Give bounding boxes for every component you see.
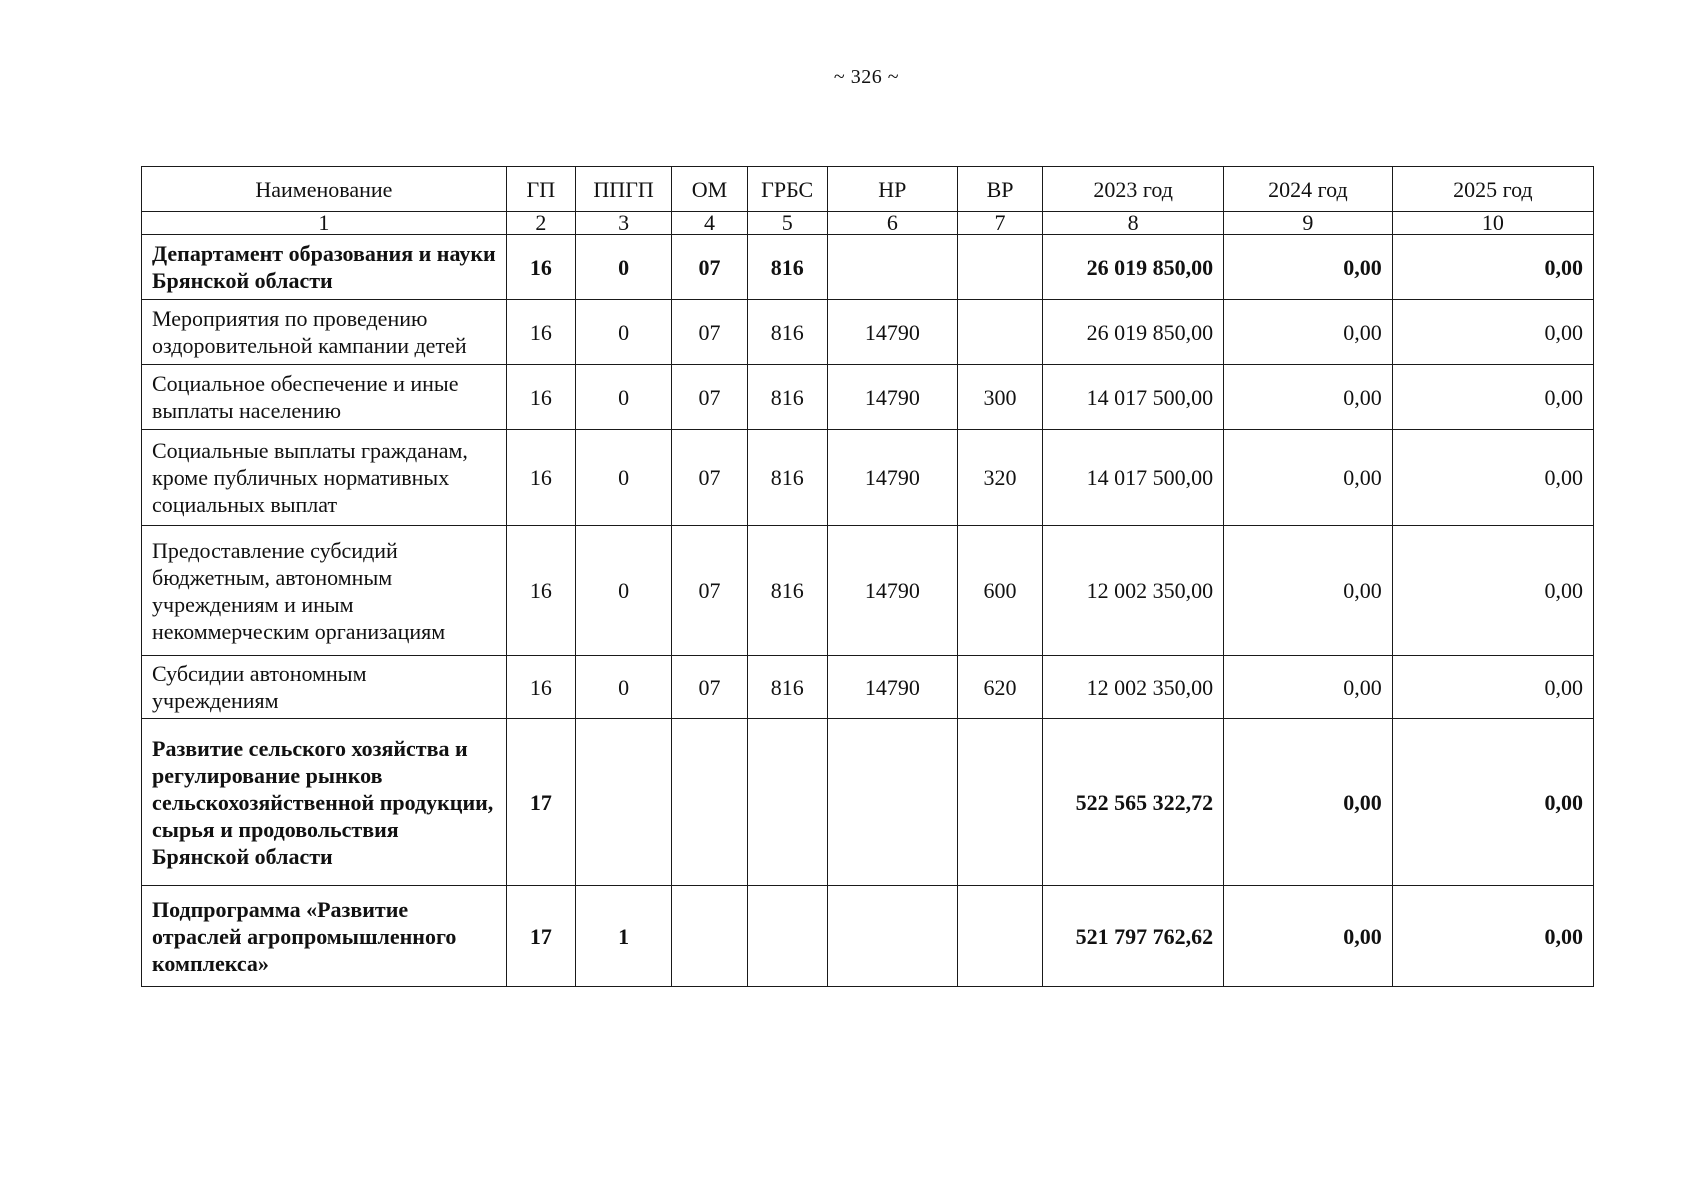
header-row: [142, 167, 1594, 212]
cell-2024: 0,00: [1224, 300, 1393, 365]
page-number: ~ 326 ~: [833, 66, 900, 88]
column-number: 5: [747, 212, 827, 235]
cell-vr: 620: [957, 656, 1042, 719]
column-number: 9: [1224, 212, 1393, 235]
cell-gp: 16: [506, 430, 575, 526]
cell-vr: [957, 886, 1042, 987]
cell-2023: 12 002 350,00: [1043, 656, 1224, 719]
cell-nr: [827, 886, 957, 987]
cell-2023: 14 017 500,00: [1043, 365, 1224, 430]
cell-gp: 16: [506, 526, 575, 656]
cell-grbs: 816: [747, 235, 827, 300]
cell-vr: 600: [957, 526, 1042, 656]
cell-gp: 17: [506, 719, 575, 886]
cell-nr: [827, 719, 957, 886]
cell-grbs: 816: [747, 430, 827, 526]
cell-2024: 0,00: [1224, 886, 1393, 987]
row-name: Социальные выплаты гражданам, кроме публичных нормативных социальных выплат: [142, 430, 507, 526]
header-vr: ВР: [957, 167, 1042, 212]
cell-2024: 0,00: [1224, 719, 1393, 886]
cell-2025: 0,00: [1392, 886, 1593, 987]
cell-grbs: 816: [747, 526, 827, 656]
cell-nr: 14790: [827, 430, 957, 526]
cell-gp: 16: [506, 235, 575, 300]
cell-ppgp: [575, 719, 672, 886]
row-name: Департамент образования и науки Брянской области: [142, 235, 507, 300]
cell-vr: [957, 719, 1042, 886]
column-number: 2: [506, 212, 575, 235]
cell-om: [672, 886, 747, 987]
table-row: [142, 365, 1594, 430]
cell-nr: [827, 235, 957, 300]
header-grbs: ГРБС: [747, 167, 827, 212]
table-row: [142, 719, 1594, 886]
cell-om: 07: [672, 430, 747, 526]
cell-grbs: [747, 719, 827, 886]
row-name: Мероприятия по проведению оздоровительной кампании детей: [142, 300, 507, 365]
column-number: 4: [672, 212, 747, 235]
cell-gp: 16: [506, 656, 575, 719]
header-2025: 2025 год: [1392, 167, 1593, 212]
cell-2024: 0,00: [1224, 365, 1393, 430]
header-nr: НР: [827, 167, 957, 212]
cell-2023: 14 017 500,00: [1043, 430, 1224, 526]
row-name: Социальное обеспечение и иные выплаты населению: [142, 365, 507, 430]
cell-nr: 14790: [827, 300, 957, 365]
cell-ppgp: 0: [575, 430, 672, 526]
budget-table: [141, 166, 1594, 987]
cell-nr: 14790: [827, 656, 957, 719]
cell-grbs: 816: [747, 656, 827, 719]
cell-2023: 26 019 850,00: [1043, 300, 1224, 365]
table-row: [142, 430, 1594, 526]
cell-ppgp: 0: [575, 235, 672, 300]
cell-2024: 0,00: [1224, 526, 1393, 656]
cell-nr: 14790: [827, 365, 957, 430]
cell-vr: [957, 235, 1042, 300]
cell-2023: 26 019 850,00: [1043, 235, 1224, 300]
table-row: [142, 526, 1594, 656]
cell-2025: 0,00: [1392, 656, 1593, 719]
column-number: 1: [142, 212, 507, 235]
cell-2023: 522 565 322,72: [1043, 719, 1224, 886]
header-2024: 2024 год: [1224, 167, 1393, 212]
table-row: [142, 886, 1594, 987]
row-name: Развитие сельского хозяйства и регулирование рынков сельскохозяйственной продукции, сырья и продовольствия Брянской области: [142, 719, 507, 886]
cell-vr: 300: [957, 365, 1042, 430]
cell-grbs: 816: [747, 300, 827, 365]
table-row: [142, 235, 1594, 300]
cell-ppgp: 0: [575, 656, 672, 719]
header-gp: ГП: [506, 167, 575, 212]
cell-ppgp: 0: [575, 526, 672, 656]
column-number: 10: [1392, 212, 1593, 235]
cell-2024: 0,00: [1224, 656, 1393, 719]
cell-2024: 0,00: [1224, 430, 1393, 526]
cell-gp: 16: [506, 300, 575, 365]
column-number: 6: [827, 212, 957, 235]
cell-vr: [957, 300, 1042, 365]
cell-om: 07: [672, 235, 747, 300]
cell-2025: 0,00: [1392, 719, 1593, 886]
cell-grbs: [747, 886, 827, 987]
column-number: 8: [1043, 212, 1224, 235]
column-number: 7: [957, 212, 1042, 235]
header-ppgp: ППГП: [575, 167, 672, 212]
column-number-row: [142, 212, 1594, 235]
cell-ppgp: 0: [575, 365, 672, 430]
cell-om: 07: [672, 365, 747, 430]
row-name: Предоставление субсидий бюджетным, автономным учреждениям и иным некоммерческим организациям: [142, 526, 507, 656]
cell-2025: 0,00: [1392, 365, 1593, 430]
header-name: Наименование: [142, 167, 507, 212]
cell-ppgp: 0: [575, 300, 672, 365]
row-name: Субсидии автономным учреждениям: [142, 656, 507, 719]
cell-2025: 0,00: [1392, 430, 1593, 526]
cell-vr: 320: [957, 430, 1042, 526]
cell-om: [672, 719, 747, 886]
header-om: ОМ: [672, 167, 747, 212]
table-row: [142, 300, 1594, 365]
column-number: 3: [575, 212, 672, 235]
cell-om: 07: [672, 300, 747, 365]
cell-nr: 14790: [827, 526, 957, 656]
cell-2025: 0,00: [1392, 235, 1593, 300]
cell-grbs: 816: [747, 365, 827, 430]
header-2023: 2023 год: [1043, 167, 1224, 212]
table-row: [142, 656, 1594, 719]
cell-om: 07: [672, 526, 747, 656]
cell-2025: 0,00: [1392, 526, 1593, 656]
cell-2023: 521 797 762,62: [1043, 886, 1224, 987]
row-name: Подпрограмма «Развитие отраслей агропромышленного комплекса»: [142, 886, 507, 987]
cell-om: 07: [672, 656, 747, 719]
cell-2025: 0,00: [1392, 300, 1593, 365]
cell-2023: 12 002 350,00: [1043, 526, 1224, 656]
cell-gp: 17: [506, 886, 575, 987]
cell-ppgp: 1: [575, 886, 672, 987]
cell-gp: 16: [506, 365, 575, 430]
cell-2024: 0,00: [1224, 235, 1393, 300]
